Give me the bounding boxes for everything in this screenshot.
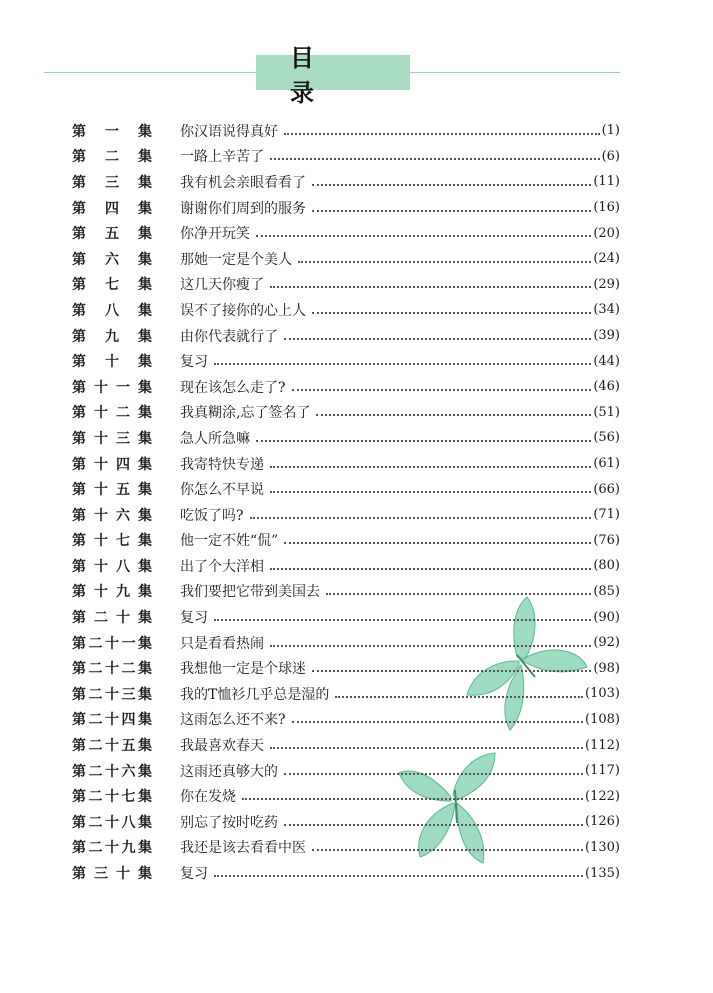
episode-label: 第 二 十 二 集	[72, 661, 152, 678]
page-number: (80)	[593, 558, 620, 574]
dot-leader	[316, 414, 591, 416]
episode-label: 第 十 七 集	[72, 533, 152, 550]
episode-label: 第 十 九 集	[72, 584, 152, 601]
toc-entry[interactable]	[72, 169, 620, 195]
dot-leader	[270, 645, 591, 647]
dot-leader	[284, 133, 600, 135]
dot-leader	[335, 696, 583, 698]
episode-label: 第 五 集	[72, 226, 152, 243]
entry-title: 复习	[180, 610, 208, 627]
toc-entry[interactable]	[72, 732, 620, 758]
entry-title: 吃饭了吗?	[180, 507, 244, 524]
toc-entry[interactable]	[72, 860, 620, 886]
toc-entry[interactable]	[72, 707, 620, 733]
page-number: (71)	[593, 507, 620, 523]
page-number: (76)	[593, 532, 620, 548]
page-number: (90)	[593, 609, 620, 625]
entry-title: 我最喜欢春天	[180, 738, 264, 755]
entry-title: 我有机会亲眼看看了	[180, 174, 306, 191]
dot-leader	[270, 491, 591, 493]
toc-entry[interactable]	[72, 655, 620, 681]
page-number: (20)	[593, 225, 620, 241]
page-number: (103)	[585, 686, 620, 702]
page-number: (34)	[593, 302, 620, 318]
toc-entry[interactable]	[72, 425, 620, 451]
entry-title: 我还是该去看看中医	[180, 840, 306, 857]
toc-entry[interactable]	[72, 553, 620, 579]
entry-title: 现在该怎么走了?	[180, 379, 286, 396]
page-number: (46)	[593, 379, 620, 395]
page-number: (1)	[601, 123, 620, 139]
dot-leader	[270, 286, 591, 288]
episode-label: 第 二 十 三 集	[72, 686, 152, 703]
toc-entry[interactable]	[72, 476, 620, 502]
entry-title: 只是看看热闹	[180, 635, 264, 652]
page-number: (117)	[585, 763, 620, 779]
page-number: (85)	[593, 583, 620, 599]
toc-entry[interactable]	[72, 220, 620, 246]
dot-leader	[214, 363, 591, 365]
episode-label: 第 二 十 八 集	[72, 814, 152, 831]
entry-title: 他一定不姓“侃”	[180, 533, 279, 550]
toc-entry[interactable]	[72, 502, 620, 528]
dot-leader	[284, 542, 591, 544]
entry-title: 误不了接你的心上人	[180, 302, 306, 319]
entry-title: 一路上辛苦了	[180, 149, 264, 166]
dot-leader	[312, 210, 591, 212]
episode-label: 第 二 十 集	[72, 610, 152, 627]
page-number: (135)	[585, 865, 620, 881]
page-number: (92)	[593, 635, 620, 651]
page-number: (61)	[593, 456, 620, 472]
entry-title: 我的T恤衫几乎总是湿的	[180, 686, 330, 703]
dot-leader	[214, 619, 591, 621]
dot-leader	[270, 466, 591, 468]
entry-title: 我们要把它带到美国去	[180, 584, 320, 601]
page-title: 目 录	[256, 55, 410, 90]
toc-entry[interactable]	[72, 272, 620, 298]
dot-leader	[256, 235, 591, 237]
entry-title: 这雨怎么还不来?	[180, 712, 286, 729]
page-number: (39)	[593, 328, 620, 344]
entry-title: 这几天你瘦了	[180, 277, 264, 294]
dot-leader	[250, 517, 592, 519]
toc-entry[interactable]	[72, 118, 620, 144]
entry-title: 复习	[180, 354, 208, 371]
toc-entry[interactable]	[72, 297, 620, 323]
page-number: (108)	[585, 711, 620, 727]
episode-label: 第 十 六 集	[72, 507, 152, 524]
page-number: (66)	[593, 481, 620, 497]
entry-title: 你怎么不早说	[180, 482, 264, 499]
episode-label: 第 十 二 集	[72, 405, 152, 422]
entry-title: 你净开玩笑	[180, 226, 250, 243]
episode-label: 第 三 十 集	[72, 866, 152, 883]
dot-leader	[270, 568, 591, 570]
episode-label: 第 二 十 五 集	[72, 738, 152, 755]
episode-label: 第 九 集	[72, 328, 152, 345]
dot-leader	[270, 158, 600, 160]
entry-title: 那她一定是个美人	[180, 251, 292, 268]
episode-label: 第 十 三 集	[72, 430, 152, 447]
dot-leader	[270, 747, 583, 749]
dot-leader	[312, 670, 591, 672]
entry-title: 由你代表就行了	[180, 328, 278, 345]
entry-title: 你在发烧	[180, 789, 236, 806]
toc-entry[interactable]	[72, 323, 620, 349]
entry-title: 出了个大洋相	[180, 558, 264, 575]
table-of-contents	[72, 118, 620, 886]
dot-leader	[284, 773, 583, 775]
toc-entry[interactable]	[72, 348, 620, 374]
entry-title: 复习	[180, 866, 208, 883]
episode-label: 第 二 十 七 集	[72, 789, 152, 806]
toc-entry[interactable]	[72, 809, 620, 835]
entry-title: 你汉语说得真好	[180, 123, 278, 140]
page-number: (130)	[585, 839, 620, 855]
toc-entry[interactable]	[72, 374, 620, 400]
entry-title: 急人所急嘛	[180, 430, 250, 447]
toc-entry[interactable]	[72, 451, 620, 477]
page-number: (51)	[593, 404, 620, 420]
entry-title: 我想他一定是个球迷	[180, 661, 306, 678]
toc-entry[interactable]	[72, 783, 620, 809]
dot-leader	[312, 184, 591, 186]
dot-leader	[242, 798, 583, 800]
page-number: (11)	[593, 174, 620, 190]
dot-leader	[292, 389, 592, 391]
dot-leader	[312, 849, 583, 851]
dot-leader	[326, 593, 591, 595]
page-number: (6)	[601, 148, 620, 164]
episode-label: 第 三 集	[72, 174, 152, 191]
toc-entry[interactable]	[72, 144, 620, 170]
episode-label: 第 二 十 四 集	[72, 712, 152, 729]
episode-label: 第 十 集	[72, 354, 152, 371]
page-number: (24)	[593, 251, 620, 267]
toc-entry[interactable]	[72, 758, 620, 784]
page-number: (29)	[593, 276, 620, 292]
episode-label: 第 十 一 集	[72, 379, 152, 396]
entry-title: 别忘了按时吃药	[180, 814, 278, 831]
toc-entry[interactable]	[72, 681, 620, 707]
episode-label: 第 十 五 集	[72, 482, 152, 499]
toc-entry[interactable]	[72, 400, 620, 426]
toc-entry[interactable]	[72, 835, 620, 861]
episode-label: 第 十 八 集	[72, 558, 152, 575]
toc-entry[interactable]	[72, 604, 620, 630]
episode-label: 第 十 四 集	[72, 456, 152, 473]
page-number: (98)	[593, 660, 620, 676]
dot-leader	[284, 824, 583, 826]
dot-leader	[284, 338, 591, 340]
dot-leader	[292, 721, 584, 723]
dot-leader	[298, 261, 591, 263]
entry-title: 这雨还真够大的	[180, 763, 278, 780]
entry-title: 我真糊涂,忘了签名了	[180, 405, 311, 422]
episode-label: 第 一 集	[72, 123, 152, 140]
entry-title: 我寄特快专递	[180, 456, 264, 473]
entry-title: 谢谢你们周到的服务	[180, 200, 306, 217]
dot-leader	[256, 440, 591, 442]
dot-leader	[312, 312, 591, 314]
episode-label: 第 七 集	[72, 277, 152, 294]
toc-entry[interactable]	[72, 246, 620, 272]
episode-label: 第 八 集	[72, 302, 152, 319]
toc-entry[interactable]	[72, 630, 620, 656]
episode-label: 第 二 十 九 集	[72, 840, 152, 857]
toc-entry[interactable]	[72, 195, 620, 221]
dot-leader	[214, 875, 583, 877]
page-number: (126)	[585, 814, 620, 830]
toc-entry[interactable]	[72, 528, 620, 554]
page-number: (16)	[593, 200, 620, 216]
episode-label: 第 四 集	[72, 200, 152, 217]
page-number: (122)	[585, 788, 620, 804]
episode-label: 第 二 十 六 集	[72, 763, 152, 780]
page-number: (44)	[593, 353, 620, 369]
episode-label: 第 六 集	[72, 251, 152, 268]
page-number: (112)	[585, 737, 620, 753]
episode-label: 第 二 集	[72, 149, 152, 166]
toc-entry[interactable]	[72, 579, 620, 605]
page-number: (56)	[593, 430, 620, 446]
episode-label: 第 二 十 一 集	[72, 635, 152, 652]
